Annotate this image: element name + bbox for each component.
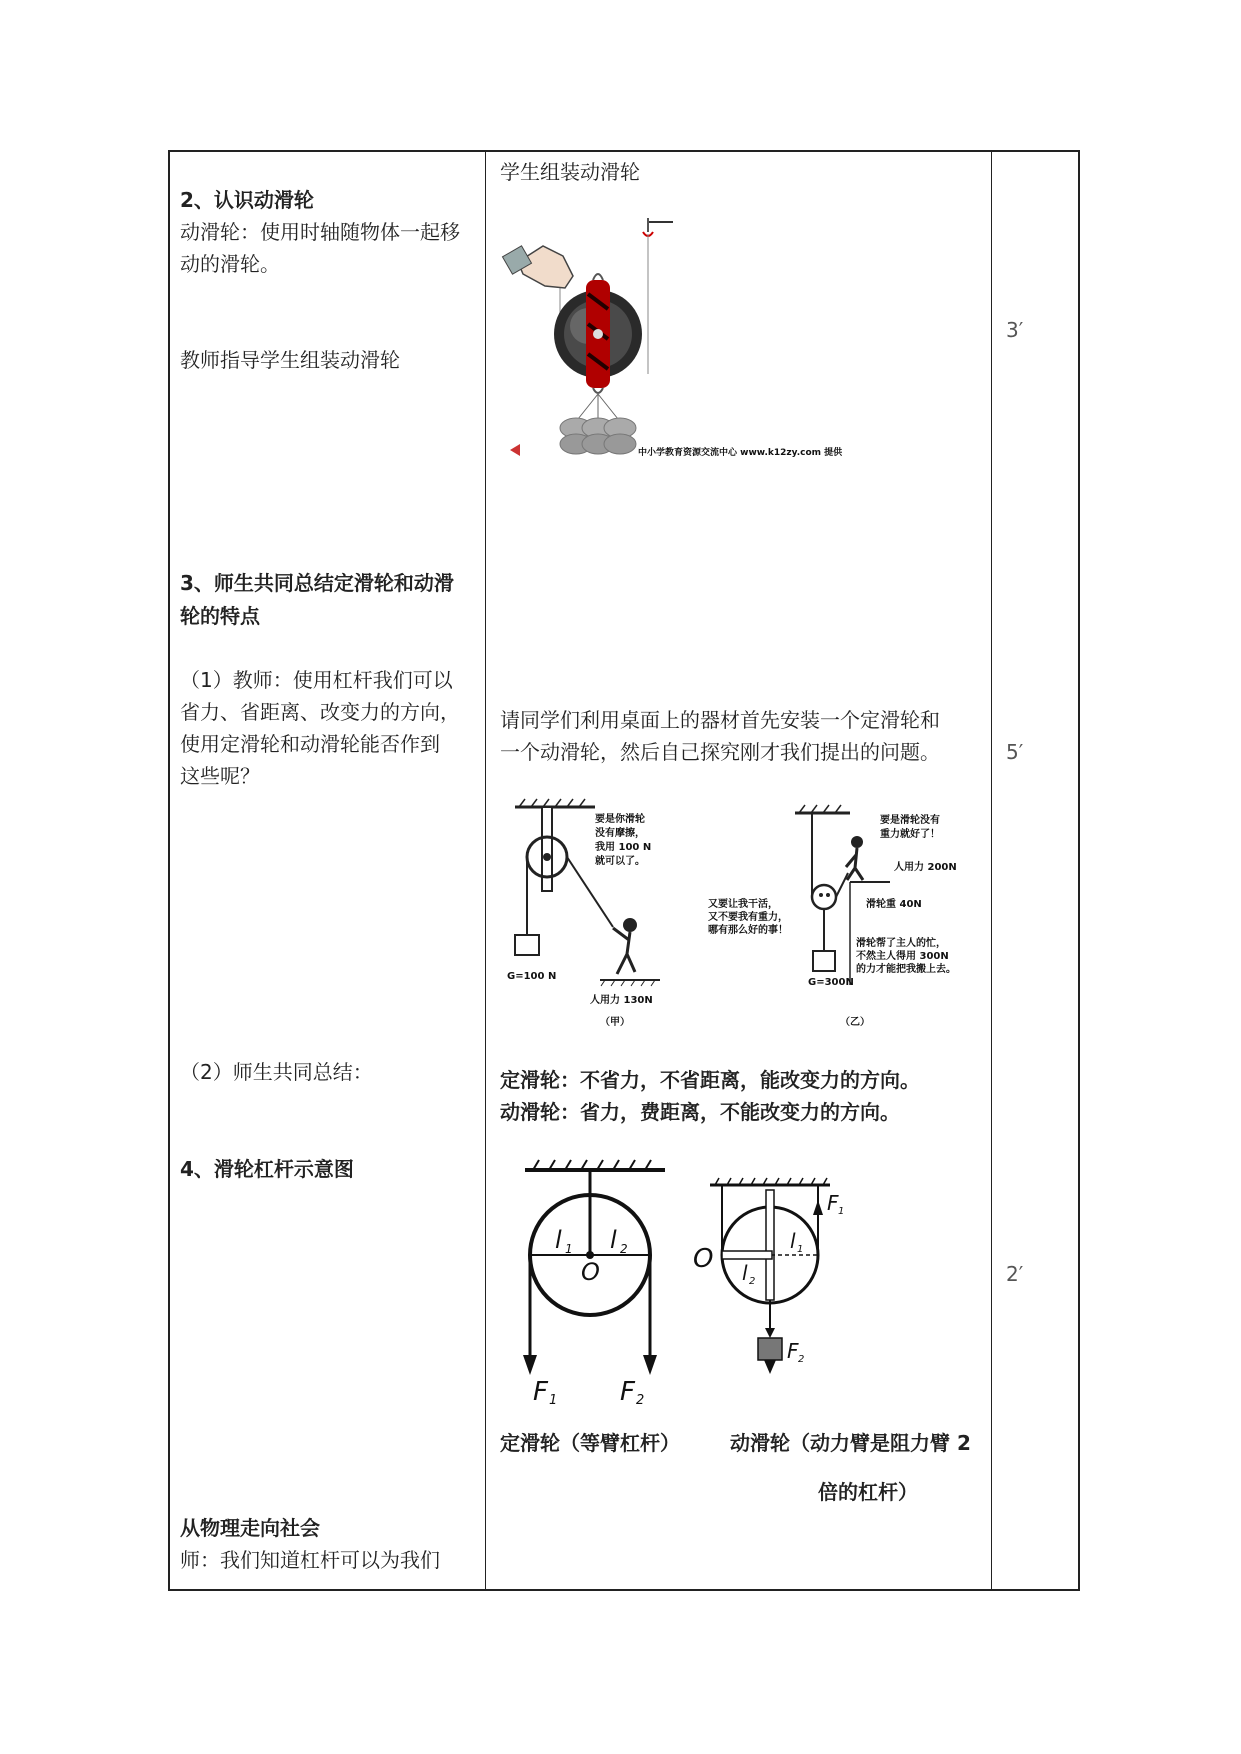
time-allocation-1: 3′ <box>1006 318 1024 342</box>
fig-b-weight: G=300N <box>808 977 854 988</box>
fig-a-bubble-line-3: 我用 100 N <box>595 842 652 853</box>
movable-lever-o: O <box>693 1244 714 1274</box>
fixed-lever-l2-sub: 2 <box>620 1242 628 1256</box>
fixed-lever-f2-sub: 2 <box>636 1393 645 1408</box>
movable-lever-f2: F <box>787 1339 799 1363</box>
time-allocation-2: 5′ <box>1006 740 1024 764</box>
section-3-question-line-3: 使用定滑轮和动滑轮能否作到 <box>180 732 440 756</box>
section-3-question-line-1: （1）教师：使用杠杆我们可以 <box>180 668 453 692</box>
movable-lever-f2-sub: 2 <box>798 1354 805 1365</box>
movable-pulley-illustration <box>498 214 848 468</box>
fig-b-bubble-line-2: 重力就好了！ <box>880 829 940 840</box>
movable-lever-l2: l <box>742 1261 748 1285</box>
fig-b-pulley-weight: 滑轮重 40N <box>866 899 922 910</box>
fig-a-bubble-line-4: 就可以了。 <box>595 856 645 867</box>
instruction-line-2: 一个动滑轮，然后自己探究刚才我们提出的问题。 <box>500 740 940 764</box>
time-allocation-3: 2′ <box>1006 1262 1024 1286</box>
fig-b-right-line-3: 的力才能把我搬上去。 <box>856 964 956 975</box>
section-5-title: 从物理走向社会 <box>180 1516 320 1540</box>
fig-b-force: 人用力 200N <box>894 862 957 873</box>
assemble-caption: 学生组装动滑轮 <box>500 160 640 184</box>
fig-b-caption: （乙） <box>840 1017 870 1028</box>
fixed-pulley-summary: 定滑轮：不省力，不省距离，能改变力的方向。 <box>500 1068 920 1092</box>
movable-lever-f1: F <box>827 1191 839 1215</box>
fig-b-bubble-line-1: 要是滑轮没有 <box>880 815 940 826</box>
movable-pulley-lever-caption-line-1: 动滑轮（动力臂是阻力臂 2 <box>730 1431 971 1455</box>
fig-a-force: 人用力 130N <box>590 995 653 1006</box>
section-3-question-line-4: 这些呢？ <box>180 764 260 788</box>
movable-lever-l2-sub: 2 <box>749 1276 756 1287</box>
fixed-pulley-lever-caption: 定滑轮（等臂杠杆） <box>500 1431 680 1455</box>
fixed-lever-f1-sub: 1 <box>549 1393 558 1408</box>
fixed-lever-f1: F <box>533 1377 548 1407</box>
fig-b-left-line-2: 又不要我有重力， <box>708 912 788 923</box>
column-divider-1 <box>485 152 486 1589</box>
movable-pulley-summary: 动滑轮：省力，费距离，不能改变力的方向。 <box>500 1100 900 1124</box>
section-2-definition-line-2: 动的滑轮。 <box>180 252 280 276</box>
fig-b-left-line-1: 又要让我干活， <box>708 899 778 910</box>
fixed-pulley-cartoon <box>505 795 705 1045</box>
movable-lever-l1: l <box>790 1229 796 1253</box>
movable-lever-l1-sub: 1 <box>797 1244 804 1255</box>
section-3-question-line-2: 省力、省距离、改变力的方向， <box>180 700 460 724</box>
instruction-line-1: 请同学们利用桌面上的器材首先安装一个定滑轮和 <box>500 708 940 732</box>
fig-b-right-line-1: 滑轮帮了主人的忙， <box>856 938 946 949</box>
fig-a-bubble-line-2: 没有摩擦， <box>595 828 645 839</box>
fixed-lever-l1: l <box>555 1226 562 1254</box>
movable-pulley-cartoon <box>700 795 1000 1045</box>
section-4-title: 4、滑轮杠杆示意图 <box>180 1157 354 1181</box>
section-2-guide: 教师指导学生组装动滑轮 <box>180 348 400 372</box>
pulley-lever-diagram <box>505 1150 865 1410</box>
fixed-lever-f2: F <box>620 1377 635 1407</box>
fixed-lever-o: O <box>581 1258 600 1286</box>
section-3-title-line-1: 3、师生共同总结定滑轮和动滑 <box>180 571 454 595</box>
fig-a-bubble-line-1: 要是你滑轮 <box>595 814 645 825</box>
movable-lever-f1-sub: 1 <box>838 1206 845 1217</box>
watermark-credit: 中小学教育资源交流中心 www.k12zy.com 提供 <box>638 448 843 458</box>
fixed-lever-l1-sub: 1 <box>565 1242 573 1256</box>
section-3-summary-label: （2）师生共同总结： <box>180 1060 373 1084</box>
section-2-title: 2、认识动滑轮 <box>180 188 314 212</box>
section-3-title-line-2: 轮的特点 <box>180 604 260 628</box>
fig-a-caption: （甲） <box>600 1017 630 1028</box>
section-2-definition-line-1: 动滑轮：使用时轴随物体一起移 <box>180 220 460 244</box>
fig-a-weight: G=100 N <box>507 971 557 982</box>
fig-b-left-line-3: 哪有那么好的事！ <box>708 925 788 936</box>
fixed-lever-l2: l <box>610 1226 617 1254</box>
movable-pulley-lever-caption-line-2: 倍的杠杆） <box>818 1480 918 1504</box>
fig-b-right-line-2: 不然主人得用 300N <box>856 951 949 962</box>
section-5-text: 师：我们知道杠杆可以为我们 <box>180 1548 440 1572</box>
